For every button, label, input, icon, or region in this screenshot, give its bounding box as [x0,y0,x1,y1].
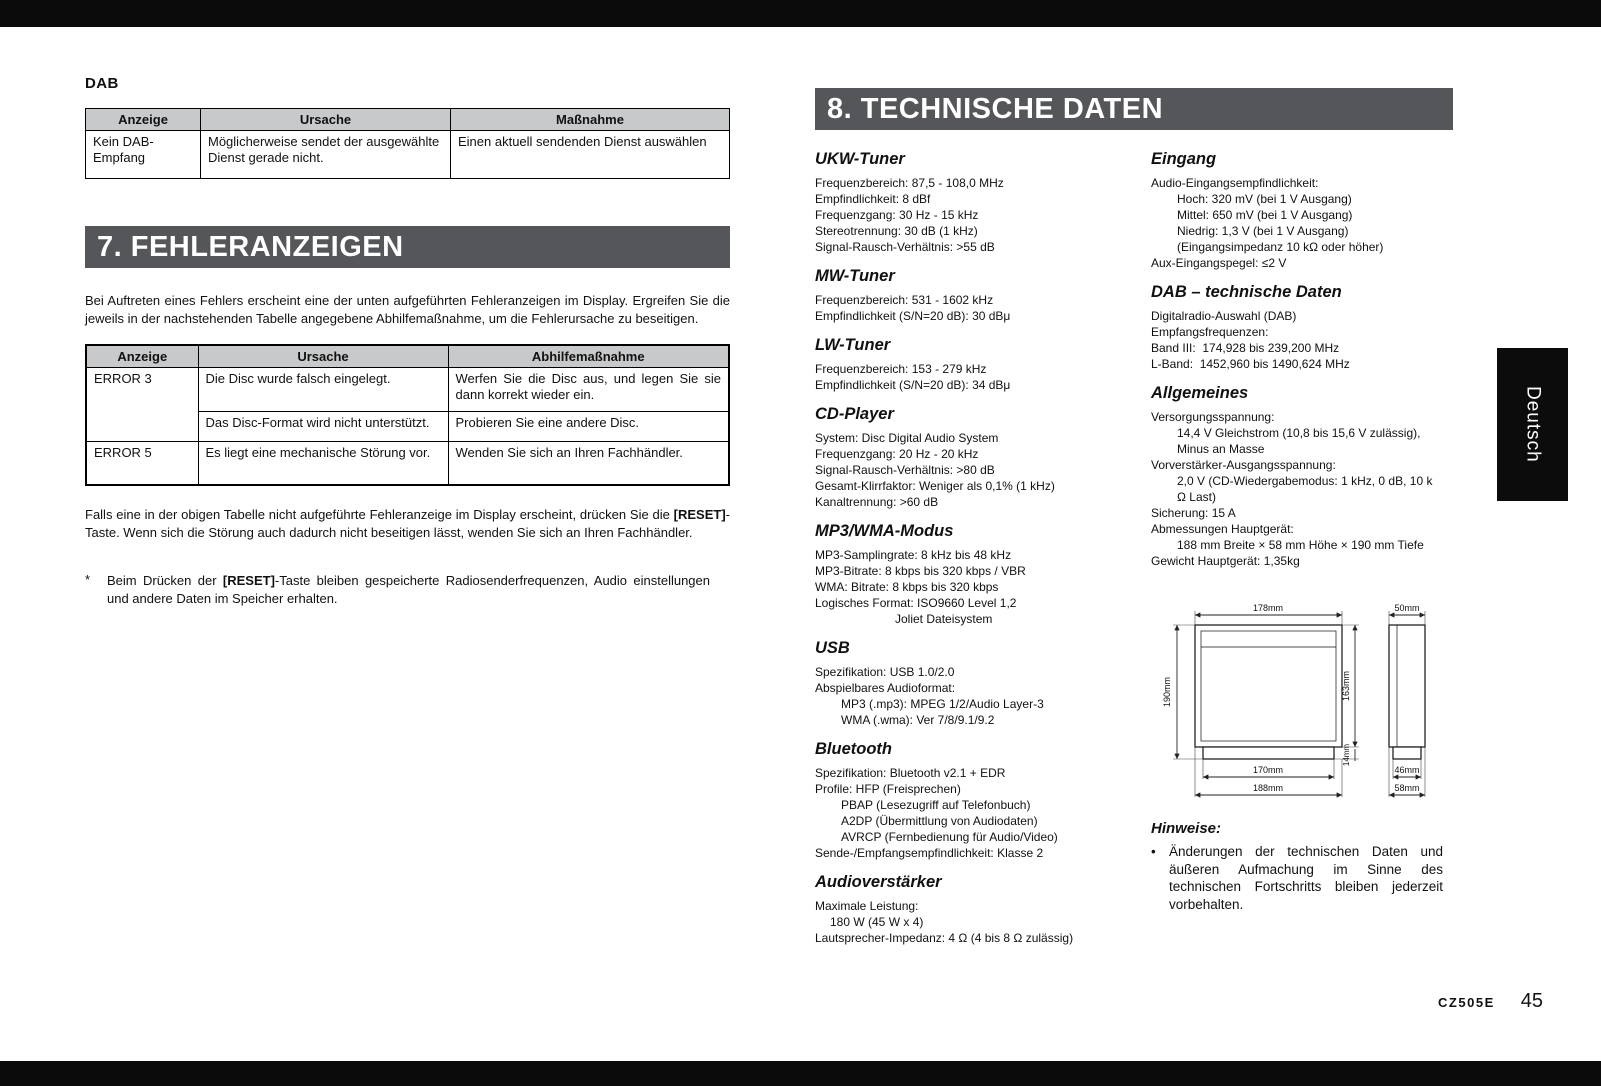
error-remedy-cell: Wenden Sie sich an Ihren Fachhändler. [448,441,729,485]
spec-section-title: Allgemeines [1151,384,1249,402]
spec-line: Empfindlichkeit: 8 dBf [815,192,931,206]
left-column [85,75,730,608]
svg-text:50mm: 50mm [1394,603,1420,613]
paragraph-segment: Falls eine in der obigen Tabelle nicht aufgeführte Fehleranzeige im Display erscheint, drücken Sie die [85,507,674,522]
spec-line: WMA: Bitrate: 8 kbps bis 320 kbps [815,580,999,594]
spec-column-right [1151,138,1453,956]
spec-section-title: USB [815,639,850,657]
spec-section-title: LW-Tuner [815,336,891,354]
spec-line: Lautsprecher-Impedanz: 4 Ω (4 bis 8 Ω zulässig) [815,931,1074,945]
spec-lines [815,175,1115,255]
spec-line: Vorverstärker-Ausgangsspannung: [1151,458,1336,472]
spec-column-left [815,138,1115,956]
dab-header-anzeige: Anzeige [86,109,201,131]
reset-paragraph [85,506,730,542]
dim-total-width [1195,783,1342,795]
dab-header-ursache: Ursache [201,109,451,131]
paragraph-segment: [RESET] [222,573,275,588]
spec-line: Frequenzbereich: 87,5 - 108,0 MHz [815,176,1004,190]
spec-line: Joliet Dateisystem [895,612,993,626]
spec-line: 2,0 V (CD-Wiedergabemodus: 1 kHz, 0 dB, 10 k [1177,474,1433,488]
spec-lines [815,898,1115,946]
page-number: 45 [1520,990,1543,1012]
paragraph-segment: Beim Drücken der [107,573,223,588]
language-tab-label: Deutsch [1522,386,1544,463]
hinweise-bullet-item [1151,843,1443,913]
top-black-bar [0,0,1601,27]
spec-lines [815,430,1115,510]
spec-section-title: Audioverstärker [815,873,942,891]
spec-section [815,740,1115,861]
dab-cell-anzeige: Kein DAB-Empfang [86,131,201,179]
spec-line: Abspielbares Audioformat: [815,681,956,695]
spec-line: Sicherung: 15 A [1151,506,1236,520]
spec-line: Frequenzbereich: 531 - 1602 kHz [815,293,994,307]
spec-lines [1151,308,1453,372]
spec-section-title: MW-Tuner [815,267,895,285]
model-number: CZ505E [1438,995,1495,1010]
svg-text:178mm: 178mm [1252,603,1284,613]
spec-section-title: Bluetooth [815,740,892,758]
spec-line: Logisches Format: ISO9660 Level 1,2 [815,596,1017,610]
table-row [86,367,729,411]
spec-line: Band III: 174,928 bis 239,200 MHz [1151,341,1340,355]
svg-text:58mm: 58mm [1394,783,1420,793]
paragraph-segment: -Taste bleiben gespeicherte Radiosenderfrequenzen, Audio einstellungen und andere Daten im Speicher erhalten. [107,573,710,606]
spec-section [815,639,1115,728]
language-tab [1497,348,1568,501]
spec-line: Stereotrennung: 30 dB (1 kHz) [815,224,978,238]
dim-front-width [1195,603,1342,615]
dimensions-diagram [1157,589,1457,807]
spec-lines [815,361,1115,393]
dim-side-inner-width [1393,765,1421,777]
error-table-header-row [86,345,729,367]
spec-section [1151,384,1453,569]
spec-line: Hoch: 320 mV (bei 1 V Ausgang) [1177,192,1352,206]
dim-bottom-inner-width [1203,765,1334,777]
error-remedy-cell: Werfen Sie die Disc aus, und legen Sie sie dann korrekt wieder ein. [448,367,729,411]
spec-line: PBAP (Lesezugriff auf Telefonbuch) [841,798,1031,812]
hinweise-text: Änderungen der technischen Daten und äußeren Aufmachung im Sinne des technischen Fortschritts bleiben jederzeit vorbehalten. [1169,844,1443,912]
svg-text:14mm: 14mm [1342,743,1351,767]
spec-line: Audio-Eingangsempfindlichkeit: [1151,176,1319,190]
spec-line: MP3-Samplingrate: 8 kHz bis 48 kHz [815,548,1012,562]
error-intro-paragraph: Bei Auftreten eines Fehlers erscheint eine der unten aufgeführten Fehleranzeigen im Display. Ergreifen Sie die jeweils in der nachstehenden Tabelle angegebene Abhilfemaßnahme, um die Fehlerursache zu beseitigen. [85,293,730,326]
spec-line: Kanaltrennung: >60 dB [815,495,939,509]
spec-line: Maximale Leistung: [815,899,919,913]
spec-line: Empfangsfrequenzen: [1151,325,1269,339]
spec-line: Sende-/Empfangsempfindlichkeit: Klasse 2 [815,846,1044,860]
error-header-ursache: Ursache [198,345,448,367]
spec-line: Frequenzgang: 20 Hz - 20 kHz [815,447,979,461]
spec-line: Aux-Eingangspegel: ≤2 V [1151,256,1287,270]
error-cause-cell: Die Disc wurde falsch eingelegt. [198,367,448,411]
spec-line: Ω Last) [1177,490,1216,504]
error-code-cell: ERROR 5 [86,441,198,485]
spec-line: Empfindlichkeit (S/N=20 dB): 30 dBμ [815,309,1011,323]
section-7-header: 7. FEHLERANZEIGEN [85,226,730,268]
spec-lines [815,547,1115,627]
spec-line: AVRCP (Fernbedienung für Audio/Video) [841,830,1058,844]
bottom-black-bar [0,1061,1601,1086]
side-view [1389,625,1425,759]
spec-section [815,522,1115,627]
spec-lines [815,664,1115,728]
spec-line: WMA (.wma): Ver 7/8/9.1/9.2 [841,713,995,727]
spec-line: Profile: HFP (Freisprechen) [815,782,961,796]
spec-line: System: Disc Digital Audio System [815,431,999,445]
spec-line: Signal-Rausch-Verhältnis: >80 dB [815,463,995,477]
spec-lines [815,765,1115,861]
svg-text:163mm: 163mm [1341,670,1351,702]
footnote-text [107,572,730,608]
spec-section-title: MP3/WMA-Modus [815,522,954,540]
svg-text:188mm: 188mm [1252,783,1284,793]
dab-table-header-row [86,109,730,131]
dab-table [85,108,730,179]
spec-line: 14,4 V Gleichstrom (10,8 bis 15,6 V zulässig), [1177,426,1421,440]
spec-section-title: DAB – technische Daten [1151,283,1342,301]
error-header-abhilfe: Abhilfemaßnahme [448,345,729,367]
hinweise-section [1151,820,1453,913]
spec-line: Abmessungen Hauptgerät: [1151,522,1294,536]
spec-section [815,267,1115,324]
spec-line: Digitalradio-Auswahl (DAB) [1151,309,1297,323]
error-code-cell: ERROR 3 [86,367,198,441]
footnote-marker: * [85,572,91,587]
spec-line: Spezifikation: Bluetooth v2.1 + EDR [815,766,1006,780]
spec-line: MP3 (.mp3): MPEG 1/2/Audio Layer-3 [841,697,1044,711]
front-view [1195,625,1342,759]
error-remedy-cell: Probieren Sie eine andere Disc. [448,411,729,441]
page-footer [1438,990,1543,1013]
bullet-marker: • [1151,844,1156,859]
spec-sections-right [1151,150,1453,569]
paragraph-segment: [RESET] [673,507,726,522]
spec-line: Spezifikation: USB 1.0/2.0 [815,665,955,679]
footnote [85,572,730,608]
svg-text:46mm: 46mm [1394,765,1420,775]
dab-header-massnahme: Maßnahme [451,109,730,131]
spec-section-title: UKW-Tuner [815,150,905,168]
spec-line: (Eingangsimpedanz 10 kΩ oder höher) [1177,240,1384,254]
spec-line: Versorgungsspannung: [1151,410,1275,424]
spec-section-title: CD-Player [815,405,894,423]
spec-section [815,150,1115,255]
spec-line: Minus an Masse [1177,442,1265,456]
spec-line: L-Band: 1452,960 bis 1490,624 MHz [1151,357,1350,371]
specs-area [815,138,1453,956]
spec-line: Gesamt-Klirrfaktor: Weniger als 0,1% (1 kHz) [815,479,1055,493]
spec-line: Mittel: 650 mV (bei 1 V Ausgang) [1177,208,1353,222]
dim-right-height [1341,625,1355,747]
error-cause-cell: Es liegt eine mechanische Störung vor. [198,441,448,485]
spec-lines [1151,409,1453,569]
spec-section [815,405,1115,510]
spec-section [815,336,1115,393]
spec-section [1151,283,1453,372]
spec-section [815,873,1115,946]
spec-line: Empfindlichkeit (S/N=20 dB): 34 dBμ [815,378,1011,392]
svg-text:170mm: 170mm [1252,765,1284,775]
dim-side-total-width [1389,783,1425,795]
dim-side-width [1389,603,1425,615]
paragraph-segment: -Taste. Wenn sich die Störung auch dadurch nicht beseitigen lässt, wenden Sie sich an Ihren Fachhändler. [85,507,730,540]
spec-section-title: Eingang [1151,150,1217,168]
spec-line: Signal-Rausch-Verhältnis: >55 dB [815,240,995,254]
spec-line: Niedrig: 1,3 V (bei 1 V Ausgang) [1177,224,1349,238]
svg-text:190mm: 190mm [1162,676,1172,708]
spec-lines [815,292,1115,324]
spec-line: MP3-Bitrate: 8 kbps bis 320 kbps / VBR [815,564,1026,578]
error-table [85,344,730,486]
hinweise-title: Hinweise: [1151,820,1222,837]
spec-section [1151,150,1453,271]
spec-line: Frequenzbereich: 153 - 279 kHz [815,362,987,376]
table-row [86,131,730,179]
dim-left-height [1162,625,1177,759]
section-8-header: 8. TECHNISCHE DATEN [815,88,1453,130]
dab-heading: DAB [85,75,119,92]
spec-line: 180 W (45 W x 4) [830,915,924,929]
right-column [815,88,1453,956]
table-row [86,441,729,485]
dab-cell-ursache: Möglicherweise sendet der ausgewählte Dienst gerade nicht. [201,131,451,179]
spec-line: Gewicht Hauptgerät: 1,35kg [1151,554,1300,568]
spec-lines [1151,175,1453,271]
dab-cell-massnahme: Einen aktuell sendenden Dienst auswählen [451,131,730,179]
spec-line: 188 mm Breite × 58 mm Höhe × 190 mm Tiefe [1177,538,1424,552]
error-header-anzeige: Anzeige [86,345,198,367]
spec-line: A2DP (Übermittlung von Audiodaten) [841,814,1038,828]
spec-line: Frequenzgang: 30 Hz - 15 kHz [815,208,979,222]
error-cause-cell: Das Disc-Format wird nicht unterstützt. [198,411,448,441]
